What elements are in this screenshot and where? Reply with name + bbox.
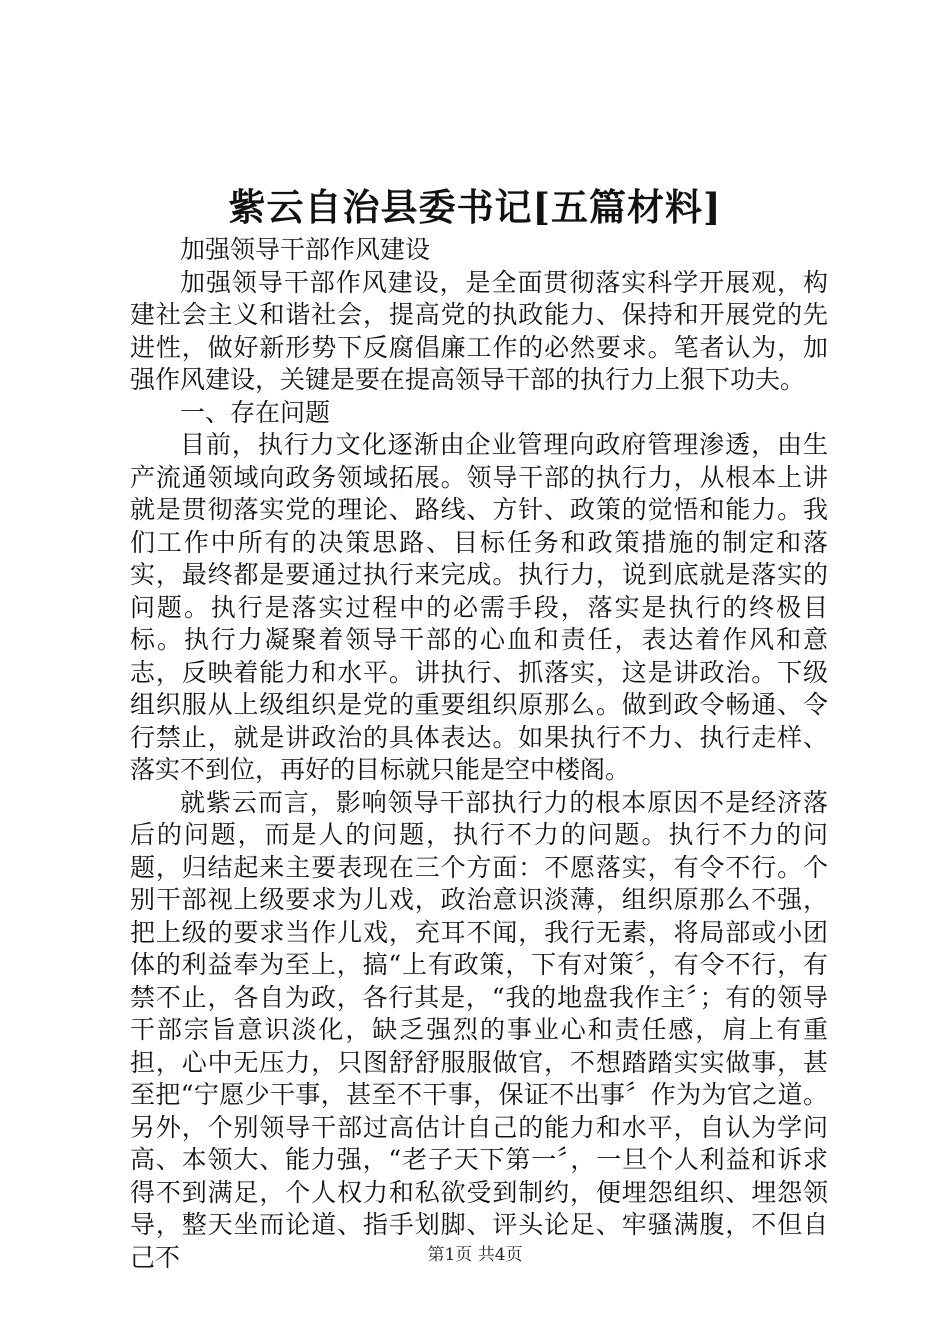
document-title: 紫云自治县委书记[五篇材料] <box>228 185 722 229</box>
body-paragraph: 加强领导干部作风建设，是全面贯彻落实科学开展观，构建社会主义和谐社会，提高党的执政能力、保持和开展党的先进性，做好新形势下反腐倡廉工作的必然要求。笔者认为，加强作风建设，关键是要在提高领导干部的执行力上狠下功夫。 <box>130 267 828 394</box>
body-paragraph: 就紫云而言，影响领导干部执行力的根本原因不是经济落后的问题，而是人的问题，执行不力的问题。执行不力的问题，归结起来主要表现在三个方面：不愿落实，有令不行。个别干部视上级要求为儿戏，政治意识淡薄，组织原那么不强，把上级的要求当作儿戏，充耳不闻，我行无素，将局部或小团体的利益奉为至上，搞“上有政策，下有对策〞，有令不行，有禁不止，各自为政，各行其是，“我的地盘我作主〞；有的领导干部宗旨意识淡化，缺乏强烈的事业心和责任感，肩上有重担，心中无压力，只图舒舒服服做官，不想踏踏实实做事，甚至把“宁愿少干事，甚至不干事，保证不出事〞作为为官之道。另外，个别领导干部过高估计自己的能力和水平，自认为学问高、本领大、能力强，“老子天下第一〞，一旦个人利益和诉求得不到满足，个人权力和私欲受到制约，便埋怨组织、埋怨领导，整天坐而论道、指手划脚、评头论足、牢骚满腹，不但自己不 <box>130 787 828 1272</box>
section-heading: 一、存在问题 <box>180 397 331 427</box>
page-number-footer: 第1页 共4页 <box>427 1245 523 1265</box>
document-body <box>130 234 828 1274</box>
body-paragraph: 目前，执行力文化逐渐由企业管理向政府管理渗透，由生产流通领域向政务领域拓展。领导干部的执行力，从根本上讲就是贯彻落实党的理论、路线、方针、政策的觉悟和能力。我们工作中所有的决策思路、目标任务和政策措施的制定和落实，最终都是要通过执行来完成。执行力，说到底就是落实的问题。执行是落实过程中的必需手段，落实是执行的终极目标。执行力凝聚着领导干部的心血和责任，表达着作风和意志，反映着能力和水平。讲执行、抓落实，这是讲政治。下级组织服从上级组织是党的重要组织原那么。做到政令畅通、令行禁止，就是讲政治的具体表达。如果执行不力、执行走样、落实不到位，再好的目标就只能是空中楼阁。 <box>130 430 828 784</box>
section-heading: 加强领导干部作风建设 <box>180 235 431 264</box>
